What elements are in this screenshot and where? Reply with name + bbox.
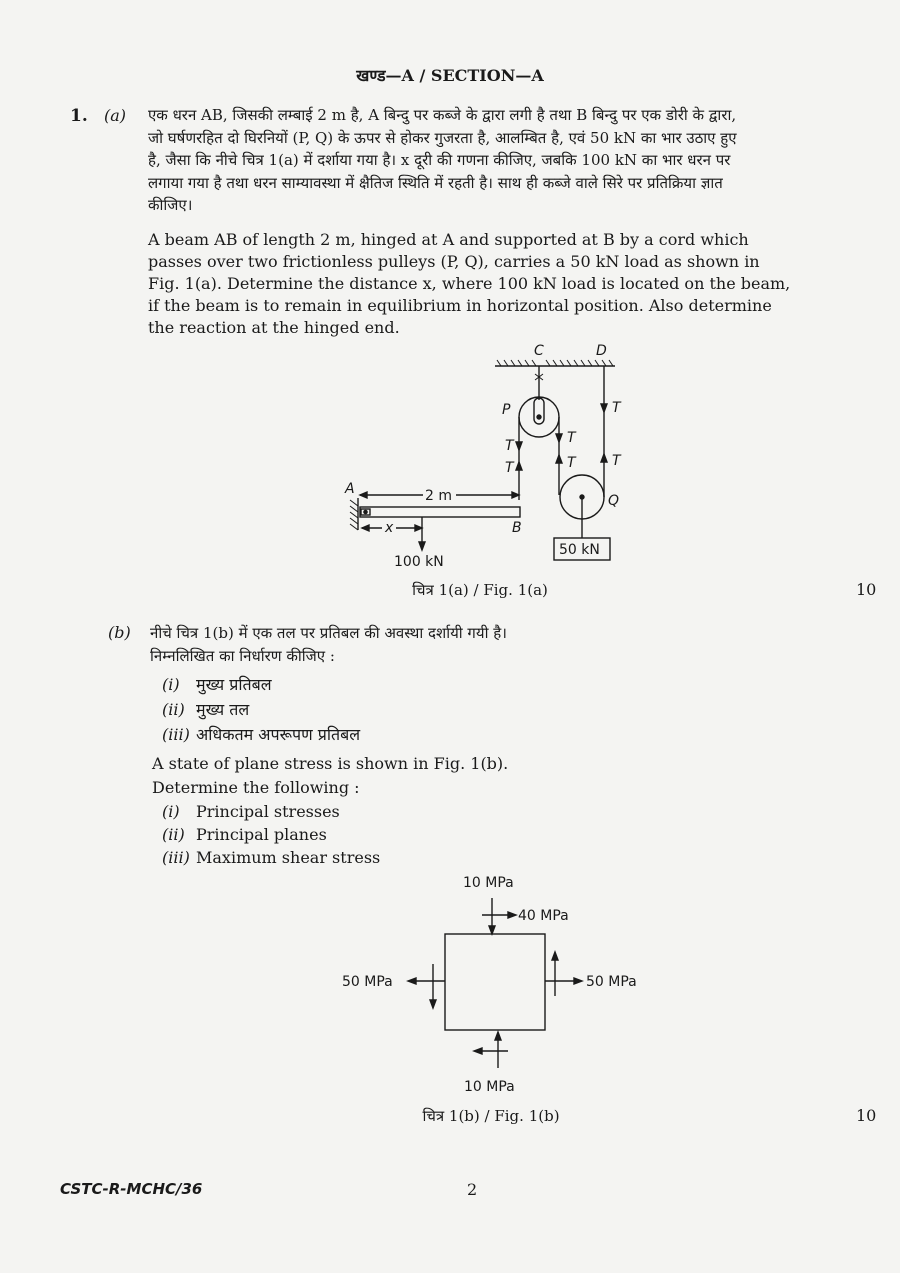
label-x: x bbox=[385, 520, 394, 536]
label-length: 2 m bbox=[425, 488, 452, 504]
label-bottom-stress: 10 MPa bbox=[464, 1079, 515, 1095]
list-item: (ii) Principal planes bbox=[162, 825, 327, 844]
part-b-hindi bbox=[150, 622, 840, 667]
label-c: C bbox=[534, 343, 544, 359]
label-a: A bbox=[345, 481, 355, 497]
english-line: Determine the following : bbox=[152, 778, 360, 797]
english-line: A state of plane stress is shown in Fig. 1(b). bbox=[152, 754, 509, 773]
english-line: passes over two frictionless pulleys (P, Q), carries a 50 kN load as shown in bbox=[148, 252, 760, 271]
label-b: B bbox=[512, 520, 522, 536]
label-left-stress: 50 MPa bbox=[342, 974, 393, 990]
label-t: T bbox=[505, 438, 514, 454]
label-t: T bbox=[612, 400, 621, 416]
section-heading: खण्ड—A / SECTION—A bbox=[356, 66, 544, 85]
list-item: (i) Principal stresses bbox=[162, 802, 340, 821]
label-t: T bbox=[505, 460, 514, 476]
label-t: T bbox=[612, 453, 621, 469]
english-line: the reaction at the hinged end. bbox=[148, 318, 400, 337]
list-item: (iii) अधिकतम अपरूपण प्रतिबल bbox=[162, 725, 361, 744]
list-item: (ii) मुख्य तल bbox=[162, 700, 250, 719]
figure-1a bbox=[330, 340, 660, 575]
hindi-line: नीचे चित्र 1(b) में एक तल पर प्रतिबल की अवस्था दर्शायी गयी है। bbox=[150, 624, 507, 642]
list-item: (i) मुख्य प्रतिबल bbox=[162, 675, 272, 694]
hindi-line: एक धरन AB, जिसकी लम्बाई 2 m है, A बिन्दु पर कब्जे के द्वारा लगी है तथा B बिन्दु पर एक डोरी के द्वारा, bbox=[148, 106, 737, 124]
label-shear-stress: 40 MPa bbox=[518, 908, 569, 924]
hindi-line: निम्नलिखित का निर्धारण कीजिए : bbox=[150, 646, 335, 665]
hindi-line: जो घर्षणरहित दो घिरनियों (P, Q) के ऊपर से होकर गुजरता है, आलम्बित है, एवं 50 kN का भार उठाए हुए bbox=[148, 128, 737, 147]
part-b-english-list bbox=[162, 800, 380, 869]
page-number: 2 bbox=[467, 1180, 478, 1199]
label-load-beam: 100 kN bbox=[394, 554, 444, 570]
paper-code: CSTC-R-MCHC/36 bbox=[60, 1180, 203, 1198]
hindi-line: है, जैसा कि नीचे चित्र 1(a) में दर्शाया गया है। x दूरी की गणना कीजिए, जबकि 100 kN का भार धरन पर bbox=[148, 151, 731, 169]
label-load-block: 50 kN bbox=[559, 542, 600, 558]
label-q: Q bbox=[608, 493, 620, 509]
hindi-line: कीजिए। bbox=[148, 196, 193, 214]
part-b-hindi-list bbox=[162, 672, 360, 747]
question-number: 1. bbox=[70, 106, 88, 126]
figure-1b bbox=[330, 868, 670, 1100]
hindi-line: लगाया गया है तथा धरन साम्यावस्था में क्षैतिज स्थिति में रहती है। साथ ही कब्जे वाले सिरे पर प्रतिक्रिया ज्ञात bbox=[148, 173, 723, 192]
part-b-label: (b) bbox=[108, 623, 131, 642]
label-right-stress: 50 MPa bbox=[586, 974, 637, 990]
marks-b: 10 bbox=[856, 1106, 877, 1125]
label-d: D bbox=[596, 343, 607, 359]
label-t: T bbox=[567, 430, 576, 446]
label-t: T bbox=[567, 455, 576, 471]
list-item: (iii) Maximum shear stress bbox=[162, 848, 381, 867]
english-line: A beam AB of length 2 m, hinged at A and supported at B by a cord which bbox=[148, 230, 749, 249]
label-p: P bbox=[502, 402, 511, 418]
stress-element bbox=[445, 934, 545, 1030]
part-a-hindi bbox=[148, 104, 840, 217]
english-line: if the beam is to remain in equilibrium in horizontal position. Also determine bbox=[148, 296, 772, 315]
marks-a: 10 bbox=[856, 580, 877, 599]
part-a-english bbox=[148, 229, 840, 339]
part-a-label: (a) bbox=[104, 106, 127, 125]
english-line: Fig. 1(a). Determine the distance x, where 100 kN load is located on the beam, bbox=[148, 274, 791, 293]
figure-1a-caption: चित्र 1(a) / Fig. 1(a) bbox=[412, 581, 548, 599]
part-b-english bbox=[152, 752, 842, 800]
figure-1b-caption: चित्र 1(b) / Fig. 1(b) bbox=[422, 1107, 560, 1125]
label-top-stress: 10 MPa bbox=[463, 875, 514, 891]
